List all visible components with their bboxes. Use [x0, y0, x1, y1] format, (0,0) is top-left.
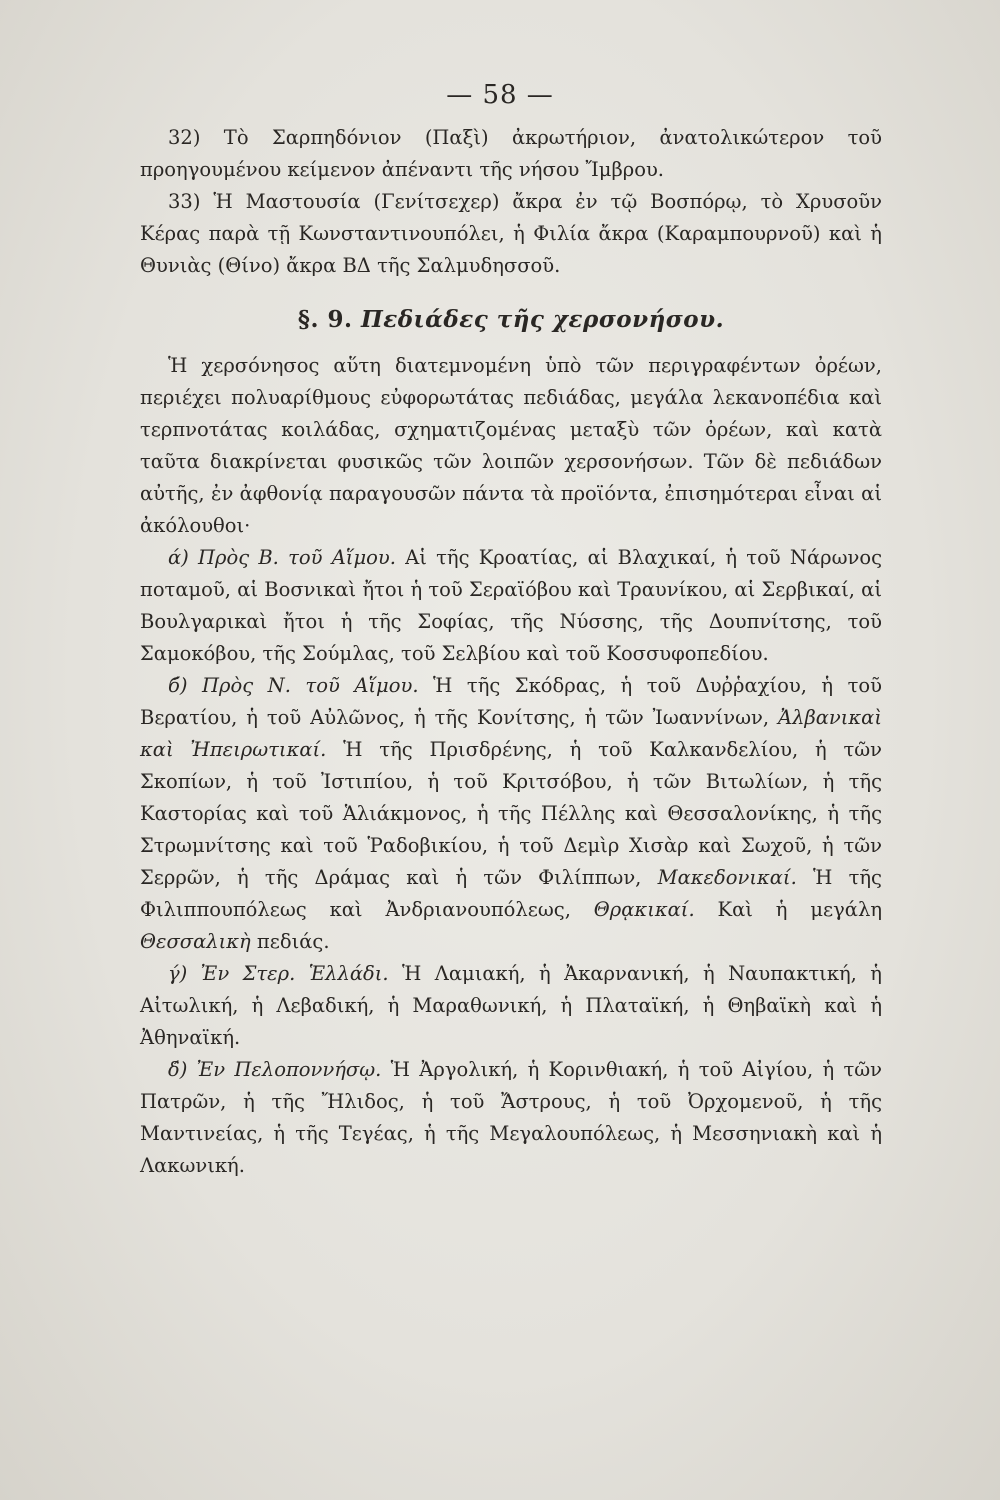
group-b-region-2: Μακεδονικαί. — [657, 866, 797, 889]
section-number: §. 9. — [297, 306, 353, 333]
group-a-paragraph — [140, 542, 882, 670]
group-b-label: б́) Πρὸς Ν. τοῦ Αἵμου. — [168, 674, 419, 697]
section-heading — [140, 304, 882, 336]
group-b-region-4: Θεσσαλικὴ — [140, 930, 251, 953]
group-b-text-1: Ἡ τῆς Σκόδρας, ἡ τοῦ Δυῤῥαχίου, ἡ τοῦ Βερατίου, ἡ τοῦ Αὐλῶνος, ἡ τῆς Κονίτσης, ἡ τῶν Ἰωαννίνων, — [140, 674, 882, 729]
group-d-text: Ἡ Ἀργολική, ἡ Κορινθιακή, ἡ τοῦ Αἰγίου, ἡ τῶν Πατρῶν, ἡ τῆς Ἤλιδος, ἡ τοῦ Ἄστρους, ἡ τοῦ Ὀρχομενοῦ, ἡ τῆς Μαντινείας, ἡ τῆς Τεγέας, ἡ τῆς Μεγαλουπόλεως, ἡ Μεσσηνιακὴ καὶ ἡ Λακωνική. — [140, 1058, 882, 1177]
group-b-text-4: Καὶ ἡ μεγάλη — [717, 898, 883, 921]
entry-32: 32) Τὸ Σαρπηδόνιον (Παξὶ) ἀκρωτήριον, ἀνατολικώτερον τοῦ προηγουμένου κείμενον ἀπέναντι τῆς νήσου Ἴμβρου. — [140, 126, 882, 181]
group-d-label: δ́) Ἐν Πελοποννήσῳ. — [168, 1058, 382, 1081]
group-b-text-2: Ἡ τῆς Πρισδρένης, ἡ τοῦ Καλκανδελίου, ἡ τῶν Σκοπίων, ἡ τοῦ Ἰστιπίου, ἡ τοῦ Κριτσόβου, ἡ τῶν Βιτωλίων, ἡ τῆς Καστορίας καὶ τοῦ Ἁλιάκμονος, ἡ τῆς Πέλλης καὶ Θεσσαλονίκης, ἡ τῆς Στρωμνίτσης καὶ τοῦ Ῥαδοβικίου, ἡ τοῦ Δεμὶρ Χισὰρ καὶ Σωχοῦ, ἡ τῶν Σερρῶν, ἡ τῆς Δράμας καὶ ἡ τῶν Φιλίππων, — [140, 738, 882, 889]
group-a-text: Αἱ τῆς Κροατίας, αἱ Βλαχικαί, ἡ τοῦ Νάρωνος ποταμοῦ, αἱ Βοσνικαὶ ἤτοι ἡ τοῦ Σεραϊόβου καὶ Τραυνίκου, αἱ Σερβικαί, αἱ Βουλγαρικαὶ ἤτοι ἡ τῆς Σοφίας, τῆς Νύσσης, τῆς Δουπνίτσης, τοῦ Σαμοκόβου, τῆς Σούμλας, τοῦ Σελβίου καὶ τοῦ Κοσσυφοπεδίου. — [140, 546, 882, 665]
group-c-paragraph — [140, 958, 882, 1054]
section-title: Πεδιάδες τῆς χερσονήσου. — [361, 306, 725, 333]
intro-paragraph: Ἡ χερσόνησος αὕτη διατεμνομένη ὑπὸ τῶν περιγραφέντων ὀρέων, περιέχει πολυαρίθμους εὐφορωτάτας πεδιάδας, μεγάλα λεκανοπέδια καὶ τερπνοτάτας κοιλάδας, σχηματιζομένας μεταξὺ τῶν ὀρέων, καὶ κατὰ ταῦτα διακρίνεται φυσικῶς τῶν λοιπῶν χερσονήσων. Τῶν δὲ πεδιάδων αὐτῆς, ἐν ἀφθονίᾳ παραγουσῶν πάντα τὰ προϊόντα, ἐπισημότεραι εἶναι αἱ ἀκόλουθοι· — [140, 354, 882, 537]
group-a-label: ά) Πρὸς Β. τοῦ Αἵμου. — [168, 546, 396, 569]
page-text — [140, 122, 882, 1182]
entry-33: 33) Ἡ Μαστουσία (Γενίτσεχερ) ἄκρα ἐν τῷ Βοσπόρῳ, τὸ Χρυσοῦν Κέρας παρὰ τῇ Κωνσταντινουπόλει, ἡ Φιλία ἄκρα (Καραμπουρνοῦ) καὶ ἡ Θυνιὰς (Θίνο) ἄκρα ΒΔ τῆς Σαλμυδησσοῦ. — [140, 190, 882, 277]
group-b-text-5: πεδιάς. — [256, 930, 330, 953]
page-number: — 58 — — [446, 80, 554, 110]
group-c-text: Ἡ Λαμιακή, ἡ Ἀκαρνανική, ἡ Ναυπακτική, ἡ Αἰτωλική, ἡ Λεβαδική, ἡ Μαραθωνική, ἡ Πλαταϊκή, ἡ Θηβαϊκὴ καὶ ἡ Ἀθηναϊκή. — [140, 962, 882, 1049]
group-b-region-1: Ἀλβανικαὶ καὶ Ἠπειρωτικαί. — [140, 706, 882, 761]
group-c-label: γ́) Ἐν Στερ. Ἑλλάδι. — [168, 962, 389, 985]
group-b-paragraph — [140, 670, 882, 958]
group-b-region-3: Θρᾳκικαί. — [593, 898, 695, 921]
group-d-paragraph — [140, 1054, 882, 1182]
group-b-text-3: Ἡ τῆς Φιλιππουπόλεως καὶ Ἀνδριανουπόλεως, — [140, 866, 882, 921]
